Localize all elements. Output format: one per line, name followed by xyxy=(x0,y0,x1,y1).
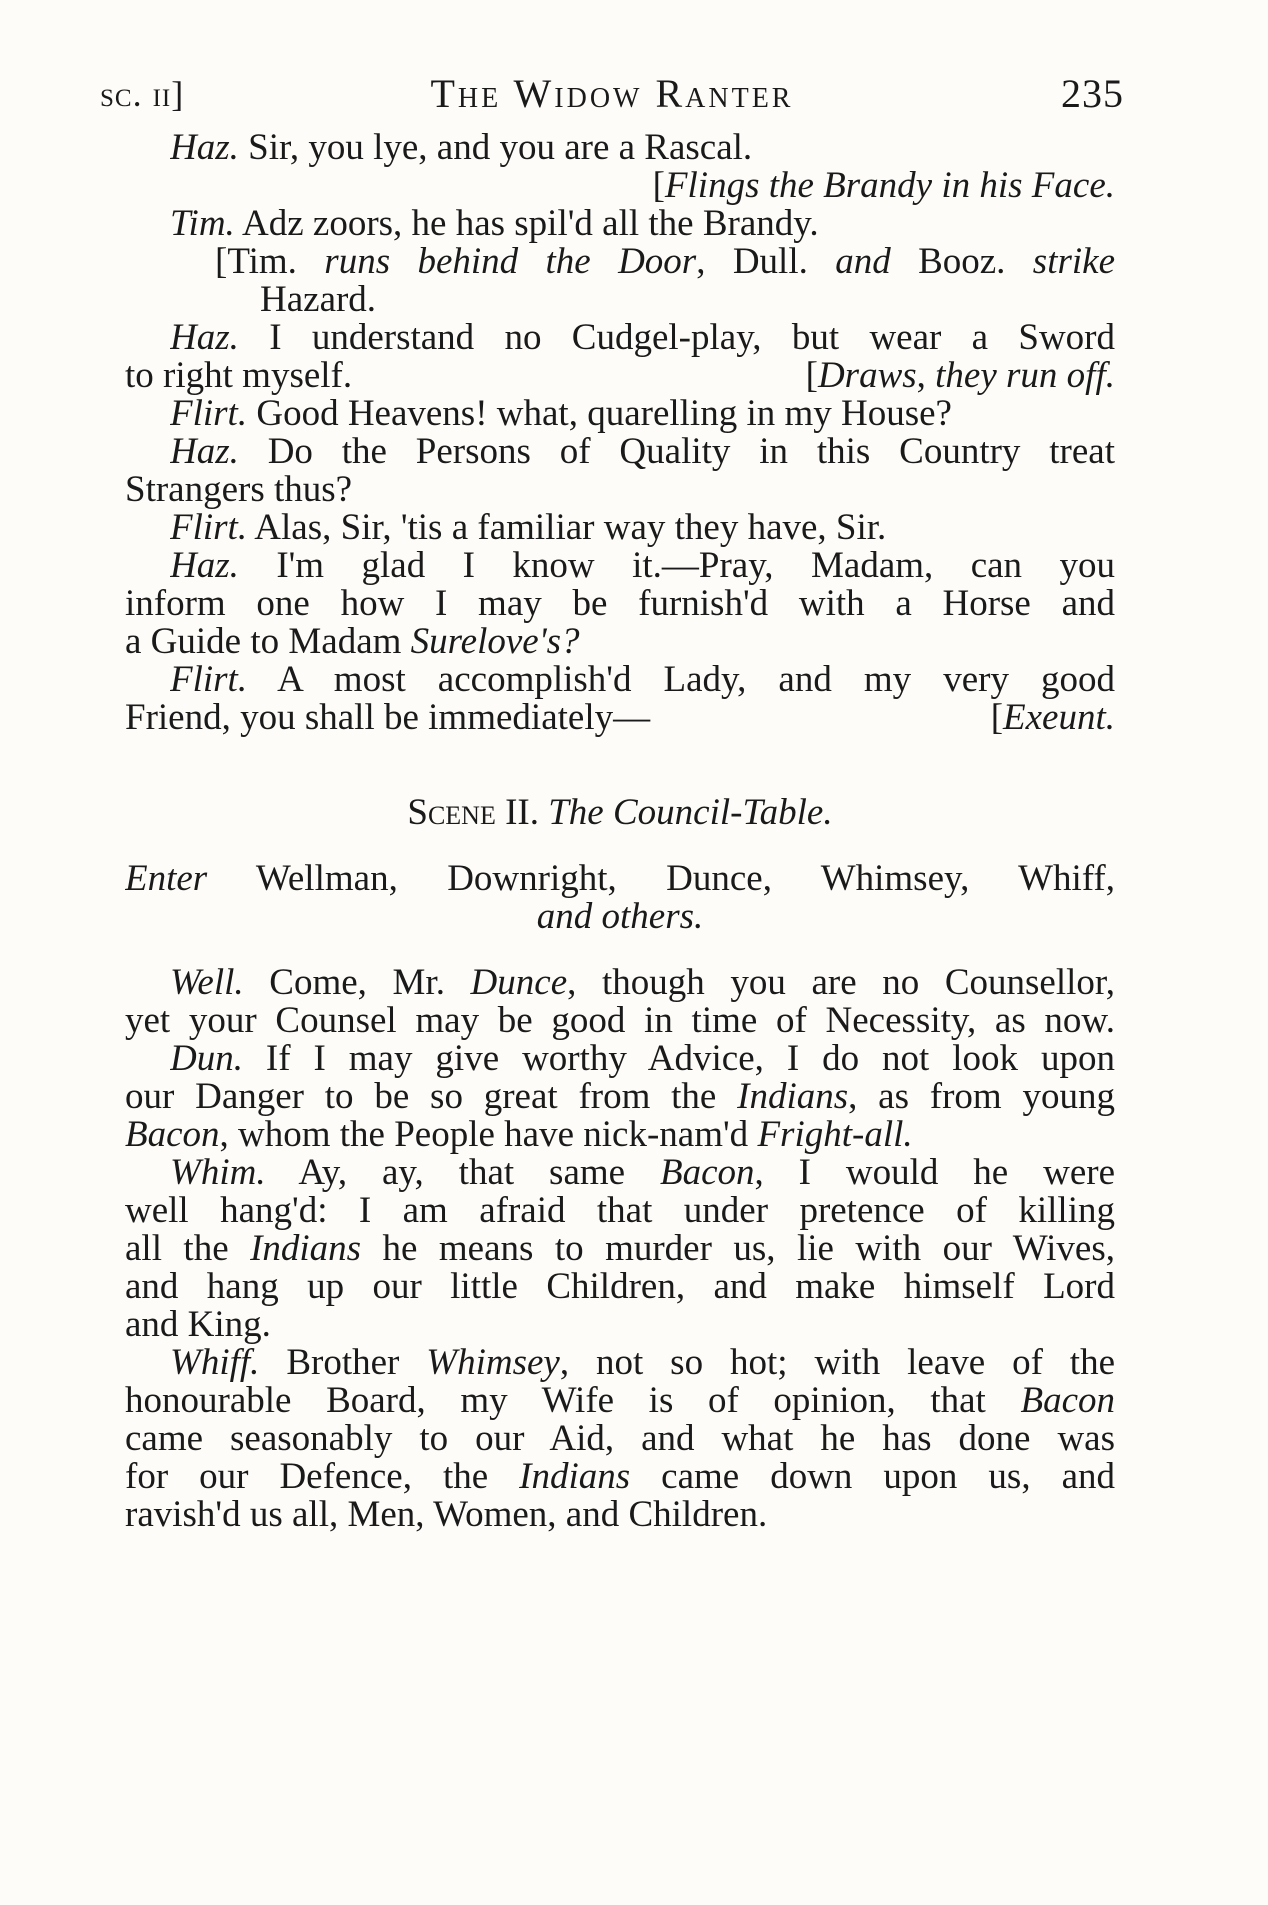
text-line xyxy=(125,1492,1115,1538)
text-run: Sir, you lye, and you are a Rascal. xyxy=(238,127,753,168)
text-run: [Tim. xyxy=(215,241,325,282)
text-run: Hazard. xyxy=(260,279,377,320)
italic-run: they run off. xyxy=(935,355,1115,396)
italic-run: strike xyxy=(1032,241,1115,282)
text-run: and hang up our little Children, and make himself Lord xyxy=(125,1266,1115,1307)
text-run: , I would he were xyxy=(754,1152,1115,1193)
text-run: A most accomplish'd Lady, and my very good xyxy=(247,659,1115,700)
italic-run: Enter xyxy=(125,858,208,899)
text-run: came down upon us, and xyxy=(630,1456,1115,1497)
text-run: all the xyxy=(125,1228,251,1269)
italic-run: Haz. xyxy=(170,127,239,168)
stage-direction xyxy=(125,695,1115,741)
text-run: came seasonably to our Aid, and what he has done was xyxy=(125,1418,1115,1459)
italic-run: Fright-all. xyxy=(757,1114,913,1155)
text-run: honourable Board, my Wife is of opinion, that xyxy=(125,1380,1021,1421)
text-run: Friend, you shall be immediately— xyxy=(125,697,651,738)
text-run: yet your Counsel may be good in time of Necessity, as now. xyxy=(125,1000,1115,1041)
italic-run: Haz. xyxy=(170,431,239,472)
running-header xyxy=(100,60,1124,128)
italic-run: Bacon xyxy=(1020,1380,1115,1421)
text-run: , though you are no Counsellor, xyxy=(567,962,1115,1003)
text-run: Do the Persons of Quality in this Country treat xyxy=(238,431,1115,472)
text-run: , xyxy=(916,355,936,396)
italic-run: Bacon xyxy=(125,1114,220,1155)
running-title: The Widow Ranter xyxy=(430,71,794,116)
italic-run: Exeunt. xyxy=(1003,697,1115,738)
text-run: Good Heavens! what, quarelling in my House? xyxy=(247,393,952,434)
text-run: , not so hot; with leave of the xyxy=(559,1342,1115,1383)
page-number: 235 xyxy=(1061,71,1124,116)
italic-run: The Council-Table. xyxy=(548,792,833,833)
italic-run: Flings the Brandy in his Face. xyxy=(664,165,1115,206)
text-run: If I may give worthy Advice, I do not look upon xyxy=(242,1038,1115,1079)
text-run: [ xyxy=(652,165,665,206)
italic-run: Whim. xyxy=(170,1152,266,1193)
italic-run: Haz. xyxy=(170,545,239,586)
italic-run: Draws xyxy=(817,355,917,396)
text-run: Strangers thus? xyxy=(125,469,353,510)
text-run: [ xyxy=(805,355,818,396)
text-run: , whom the People have nick-nam'd xyxy=(219,1114,758,1155)
italic-run: Dun. xyxy=(170,1038,243,1079)
italic-run: Bacon xyxy=(659,1152,755,1193)
text-run: , as from young xyxy=(848,1076,1115,1117)
text-run: to right myself. xyxy=(125,355,353,396)
scene-heading xyxy=(125,790,1115,836)
text-run: Alas, Sir, 'tis a familiar way they have, Sir. xyxy=(247,507,887,548)
text-run: for our Defence, the xyxy=(125,1456,520,1497)
text-run: inform one how I may be furnish'd with a Horse and xyxy=(125,583,1115,624)
italic-run: Tim. xyxy=(170,203,235,244)
italic-run: Indians xyxy=(519,1456,631,1497)
italic-run: Whiff. xyxy=(170,1342,260,1383)
text-run: Come, Mr. xyxy=(243,962,471,1003)
italic-run: and xyxy=(835,241,891,282)
italic-run: runs behind the Door xyxy=(324,241,697,282)
text-run: well hang'd: I am afraid that under pretence of killing xyxy=(125,1190,1115,1231)
italic-run: Whimsey xyxy=(426,1342,560,1383)
italic-run: Dunce xyxy=(470,962,568,1003)
text-run: Brother xyxy=(259,1342,427,1383)
text-run: Ay, ay, that same xyxy=(265,1152,660,1193)
italic-run: Well. xyxy=(170,962,244,1003)
italic-run: Indians xyxy=(737,1076,849,1117)
text-run: Adz zoors, he has spil'd all the Brandy. xyxy=(234,203,819,244)
text-run: Wellman, Downright, Dunce, Whimsey, Whiff, xyxy=(207,858,1115,899)
text-run: ravish'd us all, Men, Women, and Children. xyxy=(125,1494,768,1535)
text-run: I understand no Cudgel-play, but wear a Sword xyxy=(238,317,1115,358)
italic-run: Indians xyxy=(250,1228,362,1269)
entrance-direction xyxy=(125,894,1115,940)
italic-run: Flirt. xyxy=(170,507,248,548)
text-run: I'm glad I know it.—Pray, Madam, can you xyxy=(238,545,1115,586)
text-run: our Danger to be so great from the xyxy=(125,1076,738,1117)
italic-run: and others. xyxy=(536,896,704,937)
small-caps-run: Scene II. xyxy=(407,792,549,833)
text-run: Booz. xyxy=(890,241,1033,282)
text-run: and King. xyxy=(125,1304,271,1345)
italic-run: Haz. xyxy=(170,317,239,358)
section-marker: sc. ii] xyxy=(100,74,185,114)
italic-run: Flirt. xyxy=(170,393,248,434)
text-run: he means to murder us, lie with our Wives, xyxy=(361,1228,1115,1269)
italic-run: Surelove's? xyxy=(410,621,580,662)
text-run: a Guide to Madam xyxy=(125,621,411,662)
text-run: , Dull. xyxy=(696,241,836,282)
italic-run: Flirt. xyxy=(170,659,248,700)
text-run: [ xyxy=(990,697,1004,738)
